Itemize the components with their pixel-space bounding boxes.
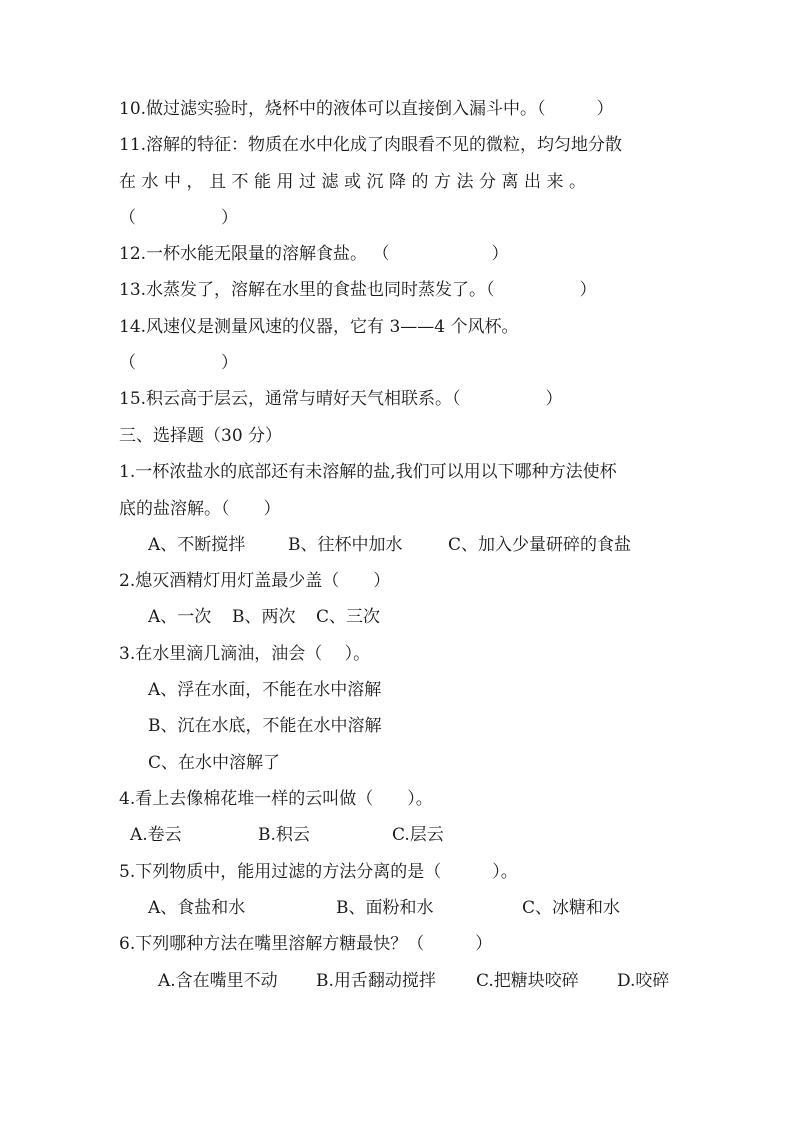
choice-6-options — [158, 969, 694, 993]
choice-4: 4.看上去像棉花堆一样的云叫做（ ）。 — [119, 789, 433, 809]
question-14-line-1: 14.风速仪是测量风速的仪器，它有 3——4 个风杯。 — [119, 317, 519, 337]
choice-3-option-c: C、在水中溶解了 — [148, 753, 281, 773]
choice-5-option-b: B、面粉和水 — [336, 898, 434, 918]
choice-2-option-a: A、一次 — [148, 607, 212, 627]
choice-3-option-b: B、沉在水底，不能在水中溶解 — [148, 716, 382, 736]
choice-5-option-c: C、冰糖和水 — [522, 898, 621, 918]
choice-2: 2.熄灭酒精灯用灯盖最少盖（ ） — [119, 571, 391, 591]
choice-6-option-a: A.含在嘴里不动 — [158, 971, 278, 991]
choice-1-option-b: B、往杯中加水 — [288, 535, 403, 555]
choice-3: 3.在水里滴几滴油，油会（ ）。 — [119, 644, 371, 664]
choice-1-options — [148, 533, 694, 557]
choice-5: 5.下列物质中，能用过滤的方法分离的是（ ）。 — [119, 862, 518, 882]
choice-2-option-b: B、两次 — [232, 607, 296, 627]
choice-2-options — [148, 605, 694, 629]
choice-4-option-a: A.卷云 — [130, 825, 182, 845]
question-12: 12.一杯水能无限量的溶解食盐。 （ ） — [119, 244, 509, 264]
question-13: 13.水蒸发了，溶解在水里的食盐也同时蒸发了。（ ） — [119, 280, 597, 300]
question-14-answer-blank: （ ） — [119, 353, 238, 373]
choice-5-options — [148, 896, 694, 920]
choice-6-option-d: D.咬碎 — [617, 971, 670, 991]
section-3-heading: 三、选择题（30 分） — [119, 426, 283, 446]
choice-6-option-c: C.把糖块咬碎 — [476, 971, 579, 991]
question-11-line-2: 在水中，且不能用过滤或沉降的方法分离出来。 — [119, 172, 592, 192]
question-15: 15.积云高于层云，通常与晴好天气相联系。（ ） — [119, 389, 563, 409]
choice-4-option-b: B.积云 — [258, 825, 310, 845]
choice-3-option-a: A、浮在水面，不能在水中溶解 — [148, 680, 382, 700]
question-10: 10.做过滤实验时，烧杯中的液体可以直接倒入漏斗中。（ ） — [119, 99, 614, 119]
choice-5-option-a: A、食盐和水 — [148, 898, 246, 918]
choice-1-line-1: 1.一杯浓盐水的底部还有未溶解的盐,我们可以用以下哪种方法使杯 — [119, 462, 617, 482]
choice-1-line-2: 底的盐溶解。（ ） — [119, 499, 281, 519]
choice-6-option-b: B.用舌翻动搅拌 — [316, 971, 436, 991]
question-11-answer-blank: （ ） — [119, 208, 238, 228]
choice-4-option-c: C.层云 — [392, 825, 444, 845]
choice-6: 6.下列哪种方法在嘴里溶解方糖最快？（ ） — [119, 934, 493, 954]
question-11-line-1: 11.溶解的特征：物质在水中化成了肉眼看不见的微粒，均匀地分散 — [119, 135, 623, 155]
choice-2-option-c: C、三次 — [316, 607, 381, 627]
choice-4-options — [130, 823, 694, 847]
choice-1-option-a: A、不断搅拌 — [148, 535, 246, 555]
choice-1-option-c: C、加入少量研碎的食盐 — [448, 535, 632, 555]
